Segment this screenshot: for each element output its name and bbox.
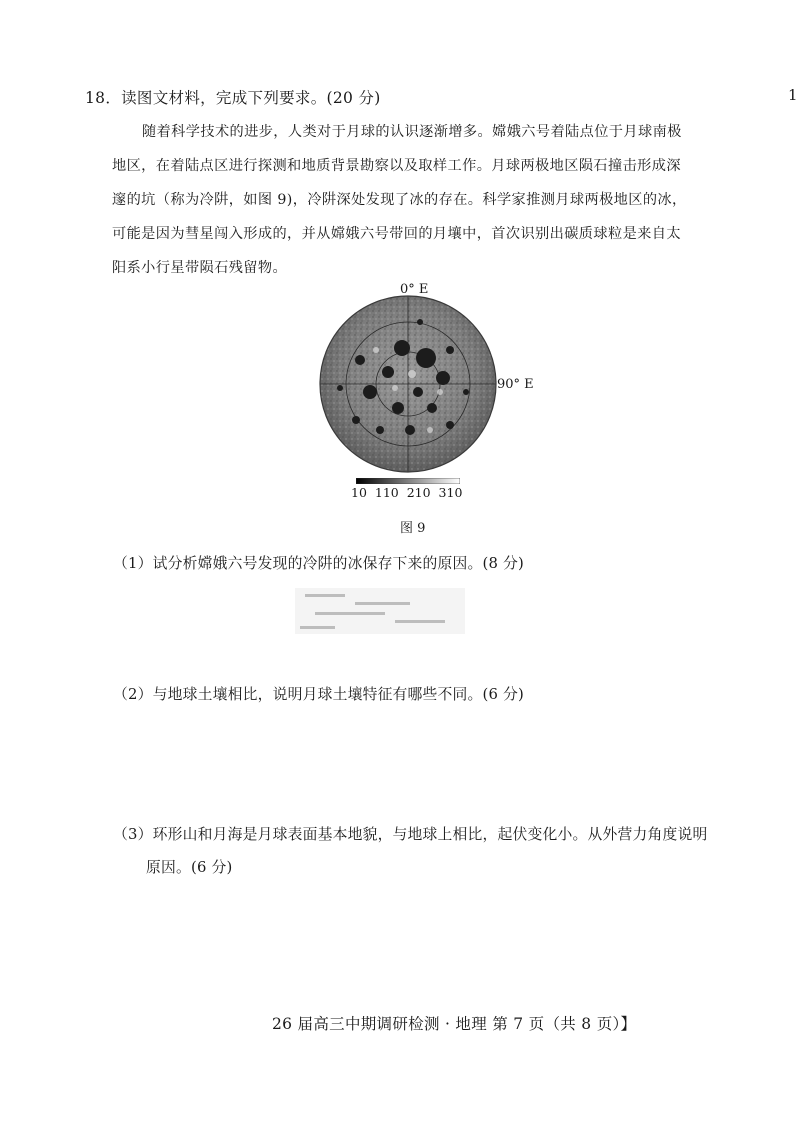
page-footer: 26 届高三中期调研检测 · 地理 第 7 页（共 8 页）】 bbox=[272, 1015, 637, 1033]
subquestion-3-line-2: 原因。(6 分) bbox=[146, 859, 233, 876]
material-paragraph bbox=[112, 115, 722, 285]
paragraph-line: 邃的坑（称为冷阱，如图 9)，冷阱深处发现了冰的存在。科学家推测月球两极地区的冰， bbox=[112, 192, 687, 208]
subquestion-3-line-1: （3）环形山和月海是月球表面基本地貌，与地球上相比，起伏变化小。从外营力角度说明 bbox=[113, 826, 708, 843]
elevation-scale-bar bbox=[356, 478, 460, 484]
subquestion-2: （2）与地球土壤相比，说明月球土壤特征有哪些不同。(6 分) bbox=[113, 686, 525, 703]
subquestion-3 bbox=[113, 818, 733, 884]
scale-labels: 10 110 210 310 bbox=[351, 485, 463, 500]
figure-caption: 图 9 bbox=[400, 521, 426, 536]
map-label-right: 90° E bbox=[497, 377, 534, 392]
paragraph-line: 地区，在着陆点区进行探测和地质背景勘察以及取样工作。月球两极地区陨石撞击形成深 bbox=[112, 158, 681, 174]
map-label-top: 0° E bbox=[400, 282, 429, 297]
subquestion-1: （1）试分析嫦娥六号发现的冷阱的冰保存下来的原因。(8 分) bbox=[113, 555, 525, 572]
paragraph-line: 阳系小行星带陨石残留物。 bbox=[112, 260, 288, 276]
lunar-pole-map bbox=[300, 280, 540, 520]
scan-noise bbox=[295, 588, 465, 634]
paragraph-line: 可能是因为彗星闯入形成的，并从嫦娥六号带回的月壤中，首次识别出碳质球粒是来自太 bbox=[112, 226, 681, 242]
paragraph-line: 随着科学技术的进步，人类对于月球的认识逐渐增多。嫦娥六号着陆点位于月球南极 bbox=[142, 124, 682, 140]
page-mark: 1 bbox=[788, 86, 798, 104]
question-heading: 18．读图文材料，完成下列要求。(20 分) bbox=[85, 89, 381, 107]
